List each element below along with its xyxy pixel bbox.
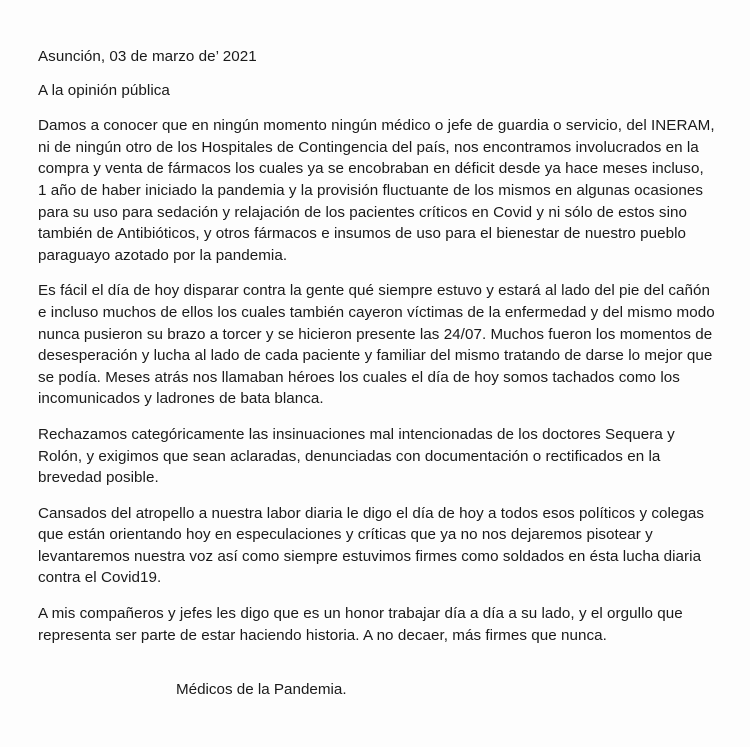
letter-body — [38, 46, 716, 660]
addressee: A la opinión pública — [38, 81, 170, 99]
signature: Médicos de la Pandemia. — [176, 681, 347, 698]
date-line: Asunción, 03 de marzo de’ 2021 — [38, 48, 257, 65]
paragraph-5: A mis compañeros y jefes les digo que es un honor trabajar día a día a su lado, y el orgullo que representa ser parte de estar haciendo historia. A no decaer, más firmes que nunca. — [38, 605, 683, 644]
paragraph-4: Cansados del atropello a nuestra labor diaria le digo el día de hoy a todos esos políticos y colegas que están orientando hoy en especulaciones y críticas que ya no nos dejaremos pisotear y levantaremos nuestra voz así como siempre estuvimos firmes como soldados en ésta lucha diaria contra el Covid19. — [38, 504, 705, 587]
paragraph-3: Rechazamos categóricamente las insinuaciones mal intencionadas de los doctores Sequera y Rolón, y exigimos que sean aclaradas, denunciadas con documentación o rectificados en la brevedad posible. — [38, 425, 675, 487]
paragraph-1: Damos a conocer que en ningún momento ningún médico o jefe de guardia o servicio, del INERAM, ni de ningún otro de los Hospitales de Contingencia del país, nos encontramos involucrados en la compra y venta de fármacos los cuales ya se encobraban en déficit desde ya hace meses incluso, 1 año de haber iniciado la pandemia y la provisión fluctuante de los mismos en algunas ocasiones para su uso para sedación y relajación de los pacientes críticos en Covid y ni sólo de estos sino también de Antibióticos, y otros fármacos e insumos de uso para el bienestar de nuestro pueblo paraguayo azotado por la pandemia. — [38, 117, 715, 264]
paragraph-2: Es fácil el día de hoy disparar contra la gente qué siempre estuvo y estará al lado del pie del cañón e incluso muchos de ellos los cuales también cayeron víctimas de la enfermedad y del mismo modo nunca pusieron su brazo a torcer y se hicieron presente las 24/07. Muchos fueron los momentos de desesperación y lucha al lado de cada paciente y familiar del mismo tratando de darse lo mejor que se podía. Meses atrás nos llamaban héroes los cuales el día de hoy somos tachados como los incomunicados y ladrones de bata blanca. — [38, 282, 715, 408]
